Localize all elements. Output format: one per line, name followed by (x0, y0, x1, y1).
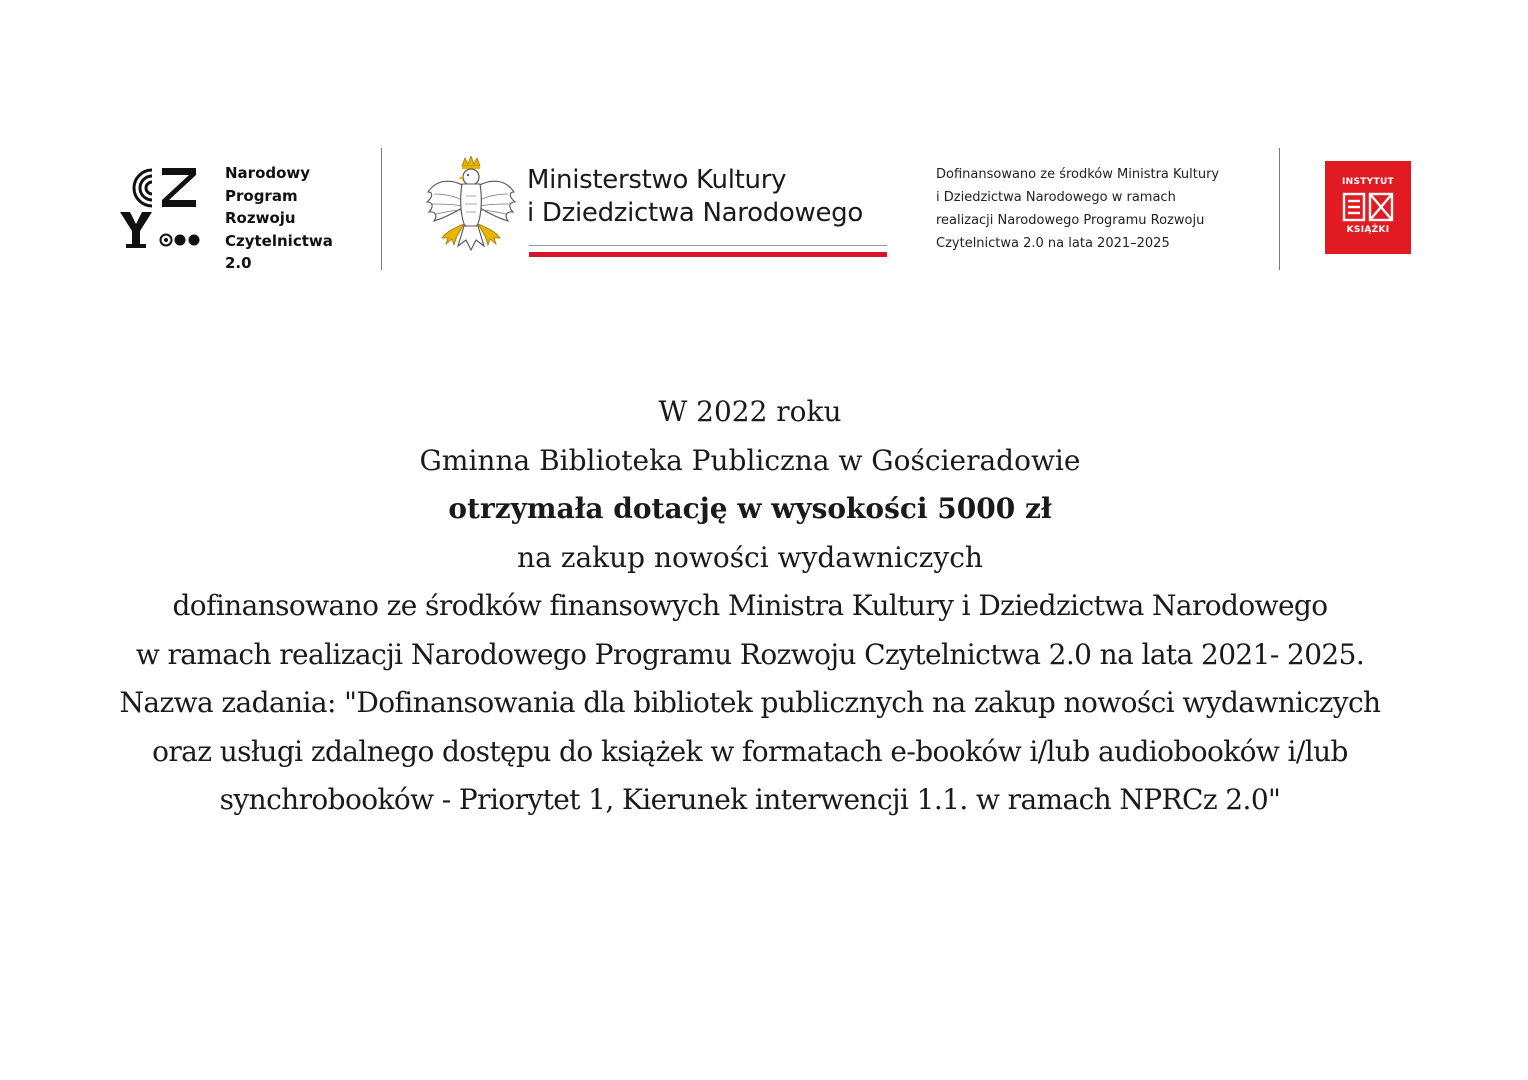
announcement-program: w ramach realizacji Narodowego Programu Rozwoju Czytelnictwa 2.0 na lata 2021- 2025. (135, 637, 1365, 671)
nprc-line: Narodowy (225, 164, 311, 182)
nprc-logo-text (225, 162, 333, 275)
ik-logo-top-text: INSTYTUT (1341, 177, 1394, 187)
ministry-grey-rule (529, 245, 887, 246)
ministry-name (527, 164, 863, 230)
ministry-name-line-2: i Dziedzictwa Narodowego (527, 198, 863, 228)
announcement-task-name: Nazwa zadania: "Dofinansowania dla bibliotek publicznych na zakup nowości wydawniczych (119, 686, 1381, 719)
nprc-logo-icon (116, 164, 202, 254)
announcement-grant-amount: otrzymała dotację w wysokości 5000 zł (448, 492, 1052, 525)
announcement-library: Gminna Biblioteka Publiczna w Gościeradowie (419, 443, 1081, 477)
nprc-line: Rozwoju (225, 209, 296, 227)
ik-logo-bottom-text: KSIĄŻKI (1346, 225, 1390, 235)
announcement (0, 388, 1500, 825)
ministry-name-line-1: Ministerstwo Kultury (527, 165, 787, 195)
funding-note-line: i Dziedzictwa Narodowego w ramach (936, 190, 1176, 205)
announcement-funding-source: dofinansowano ze środków finansowych Ministra Kultury i Dziedzictwa Narodowego (172, 589, 1328, 622)
announcement-year: W 2022 roku (658, 395, 842, 428)
logo-divider (1279, 148, 1280, 270)
logo-divider (381, 148, 382, 270)
funding-note-line: realizacji Narodowego Programu Rozwoju (936, 213, 1205, 228)
announcement-task-priority: synchrobooków - Priorytet 1, Kierunek interwencji 1.1. w ramach NPRCz 2.0" (219, 783, 1281, 816)
ministry-red-rule (529, 252, 887, 257)
book-x-icon (1342, 192, 1394, 222)
instytut-ksiazki-logo (1325, 161, 1411, 254)
funding-note (936, 163, 1219, 255)
nprc-line: 2.0 (225, 254, 252, 272)
nprc-line: Czytelnictwa (225, 231, 333, 250)
funding-note-line: Czytelnictwa 2.0 na lata 2021–2025 (936, 236, 1170, 251)
logo-bar (0, 0, 1528, 300)
announcement-task-scope: oraz usługi zdalnego dostępu do książek w formatach e-booków i/lub audiobooków i/lub (152, 734, 1348, 768)
eagle-emblem-icon (424, 156, 518, 256)
funding-note-line: Dofinansowano ze środków Ministra Kultury (936, 167, 1220, 182)
announcement-purpose: na zakup nowości wydawniczych (517, 540, 983, 574)
nprc-line: Program (225, 186, 298, 205)
